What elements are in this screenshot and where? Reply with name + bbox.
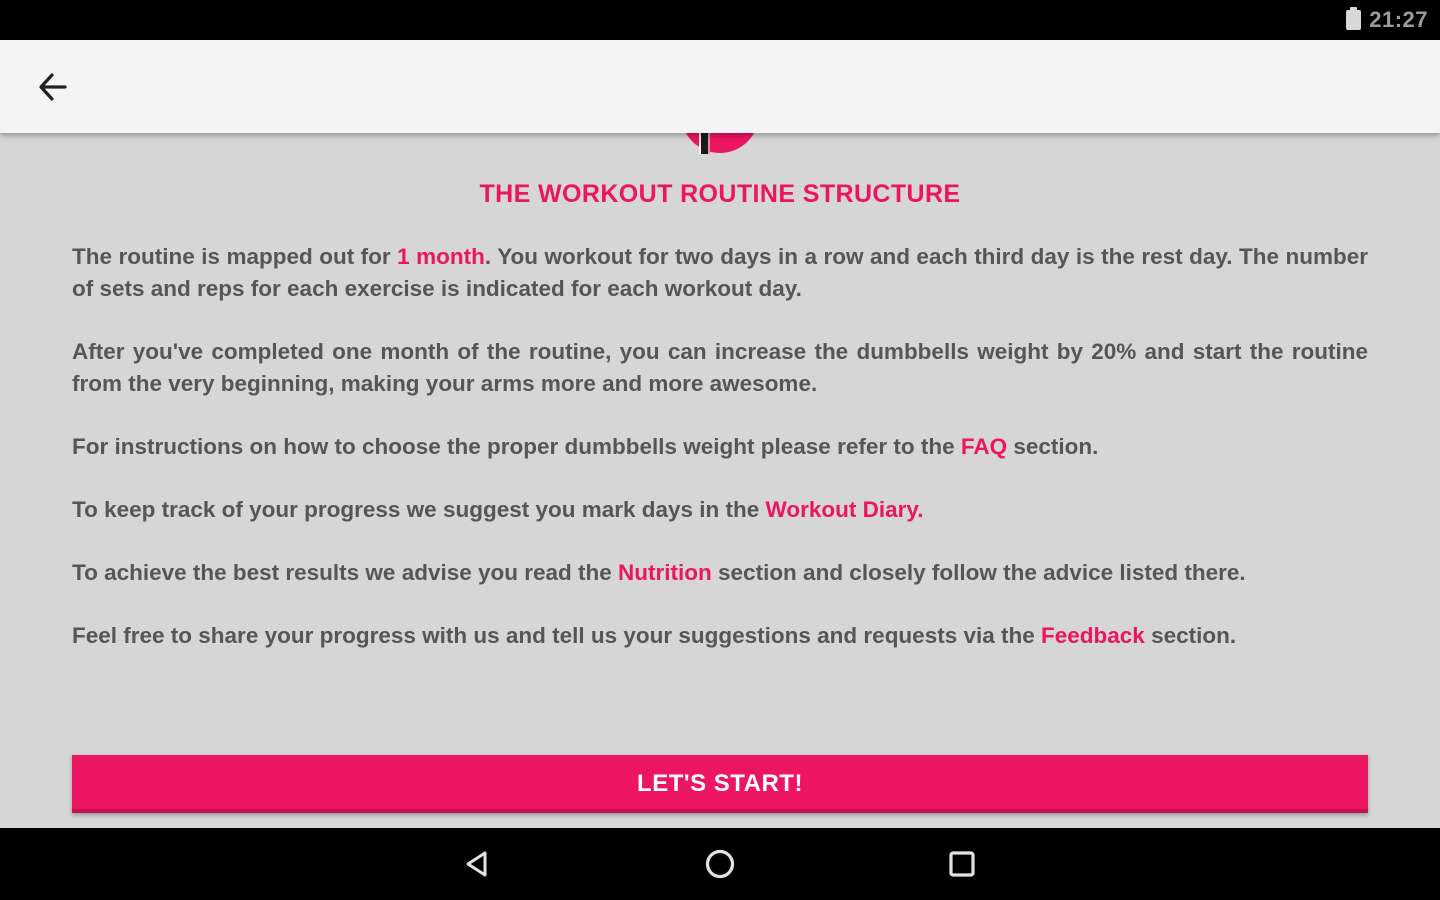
nav-back-icon[interactable]: [460, 846, 496, 882]
logo-dumbbell-bar: [699, 133, 710, 154]
inline-link[interactable]: Nutrition: [618, 560, 712, 585]
status-bar: [0, 0, 1440, 40]
text-segment: Feel free to share your progress with us and tell us your suggestions and requests via the: [72, 623, 1041, 648]
paragraph: [72, 336, 1368, 400]
inline-link[interactable]: Feedback: [1041, 623, 1145, 648]
inline-link[interactable]: FAQ: [960, 434, 1008, 459]
text-segment: section.: [1007, 434, 1099, 459]
nav-recents-icon[interactable]: [944, 846, 980, 882]
text-segment: The routine is mapped out for: [72, 244, 398, 269]
paragraph: [72, 431, 1368, 463]
logo-circle: [681, 133, 759, 153]
app-logo-icon: [681, 133, 759, 154]
nav-home-icon[interactable]: [702, 846, 738, 882]
app-bar: [0, 40, 1440, 133]
inline-link[interactable]: Workout Diary.: [765, 497, 924, 522]
text-segment: To achieve the best results we advise you read the: [72, 560, 619, 585]
battery-icon: [1346, 10, 1361, 30]
arrow-back-icon: [35, 70, 69, 104]
text-segment: section and closely follow the advice listed there.: [711, 560, 1246, 585]
paragraph: [72, 620, 1368, 652]
text-segment: After you've completed one month of the routine, you can increase the dumbbells weight by 20% and start the routine from the very beginning, making your arms more and more awesome.: [72, 339, 1368, 396]
status-time: 21:27: [1369, 7, 1428, 32]
inline-link[interactable]: 1 month: [397, 244, 485, 269]
paragraph: [72, 557, 1368, 589]
text-segment: For instructions on how to choose the proper dumbbells weight please refer to the: [72, 434, 961, 459]
page-title: THE WORKOUT ROUTINE STRUCTURE: [479, 180, 961, 208]
text-segment: . You workout for two days in a row and each third day is the rest day. The number of sets and reps for each exercise is indicated for each workout day.: [72, 244, 1368, 301]
paragraph: [72, 241, 1368, 305]
android-nav-bar: [0, 828, 1440, 900]
text-segment: section.: [1144, 623, 1237, 648]
paragraph-list: [72, 241, 1368, 683]
text-segment: To keep track of your progress we suggest you mark days in the: [72, 497, 766, 522]
back-button[interactable]: [26, 61, 78, 113]
content-area: [0, 133, 1440, 828]
lets-start-button[interactable]: LET'S START!: [72, 755, 1368, 813]
paragraph: [72, 494, 1368, 526]
